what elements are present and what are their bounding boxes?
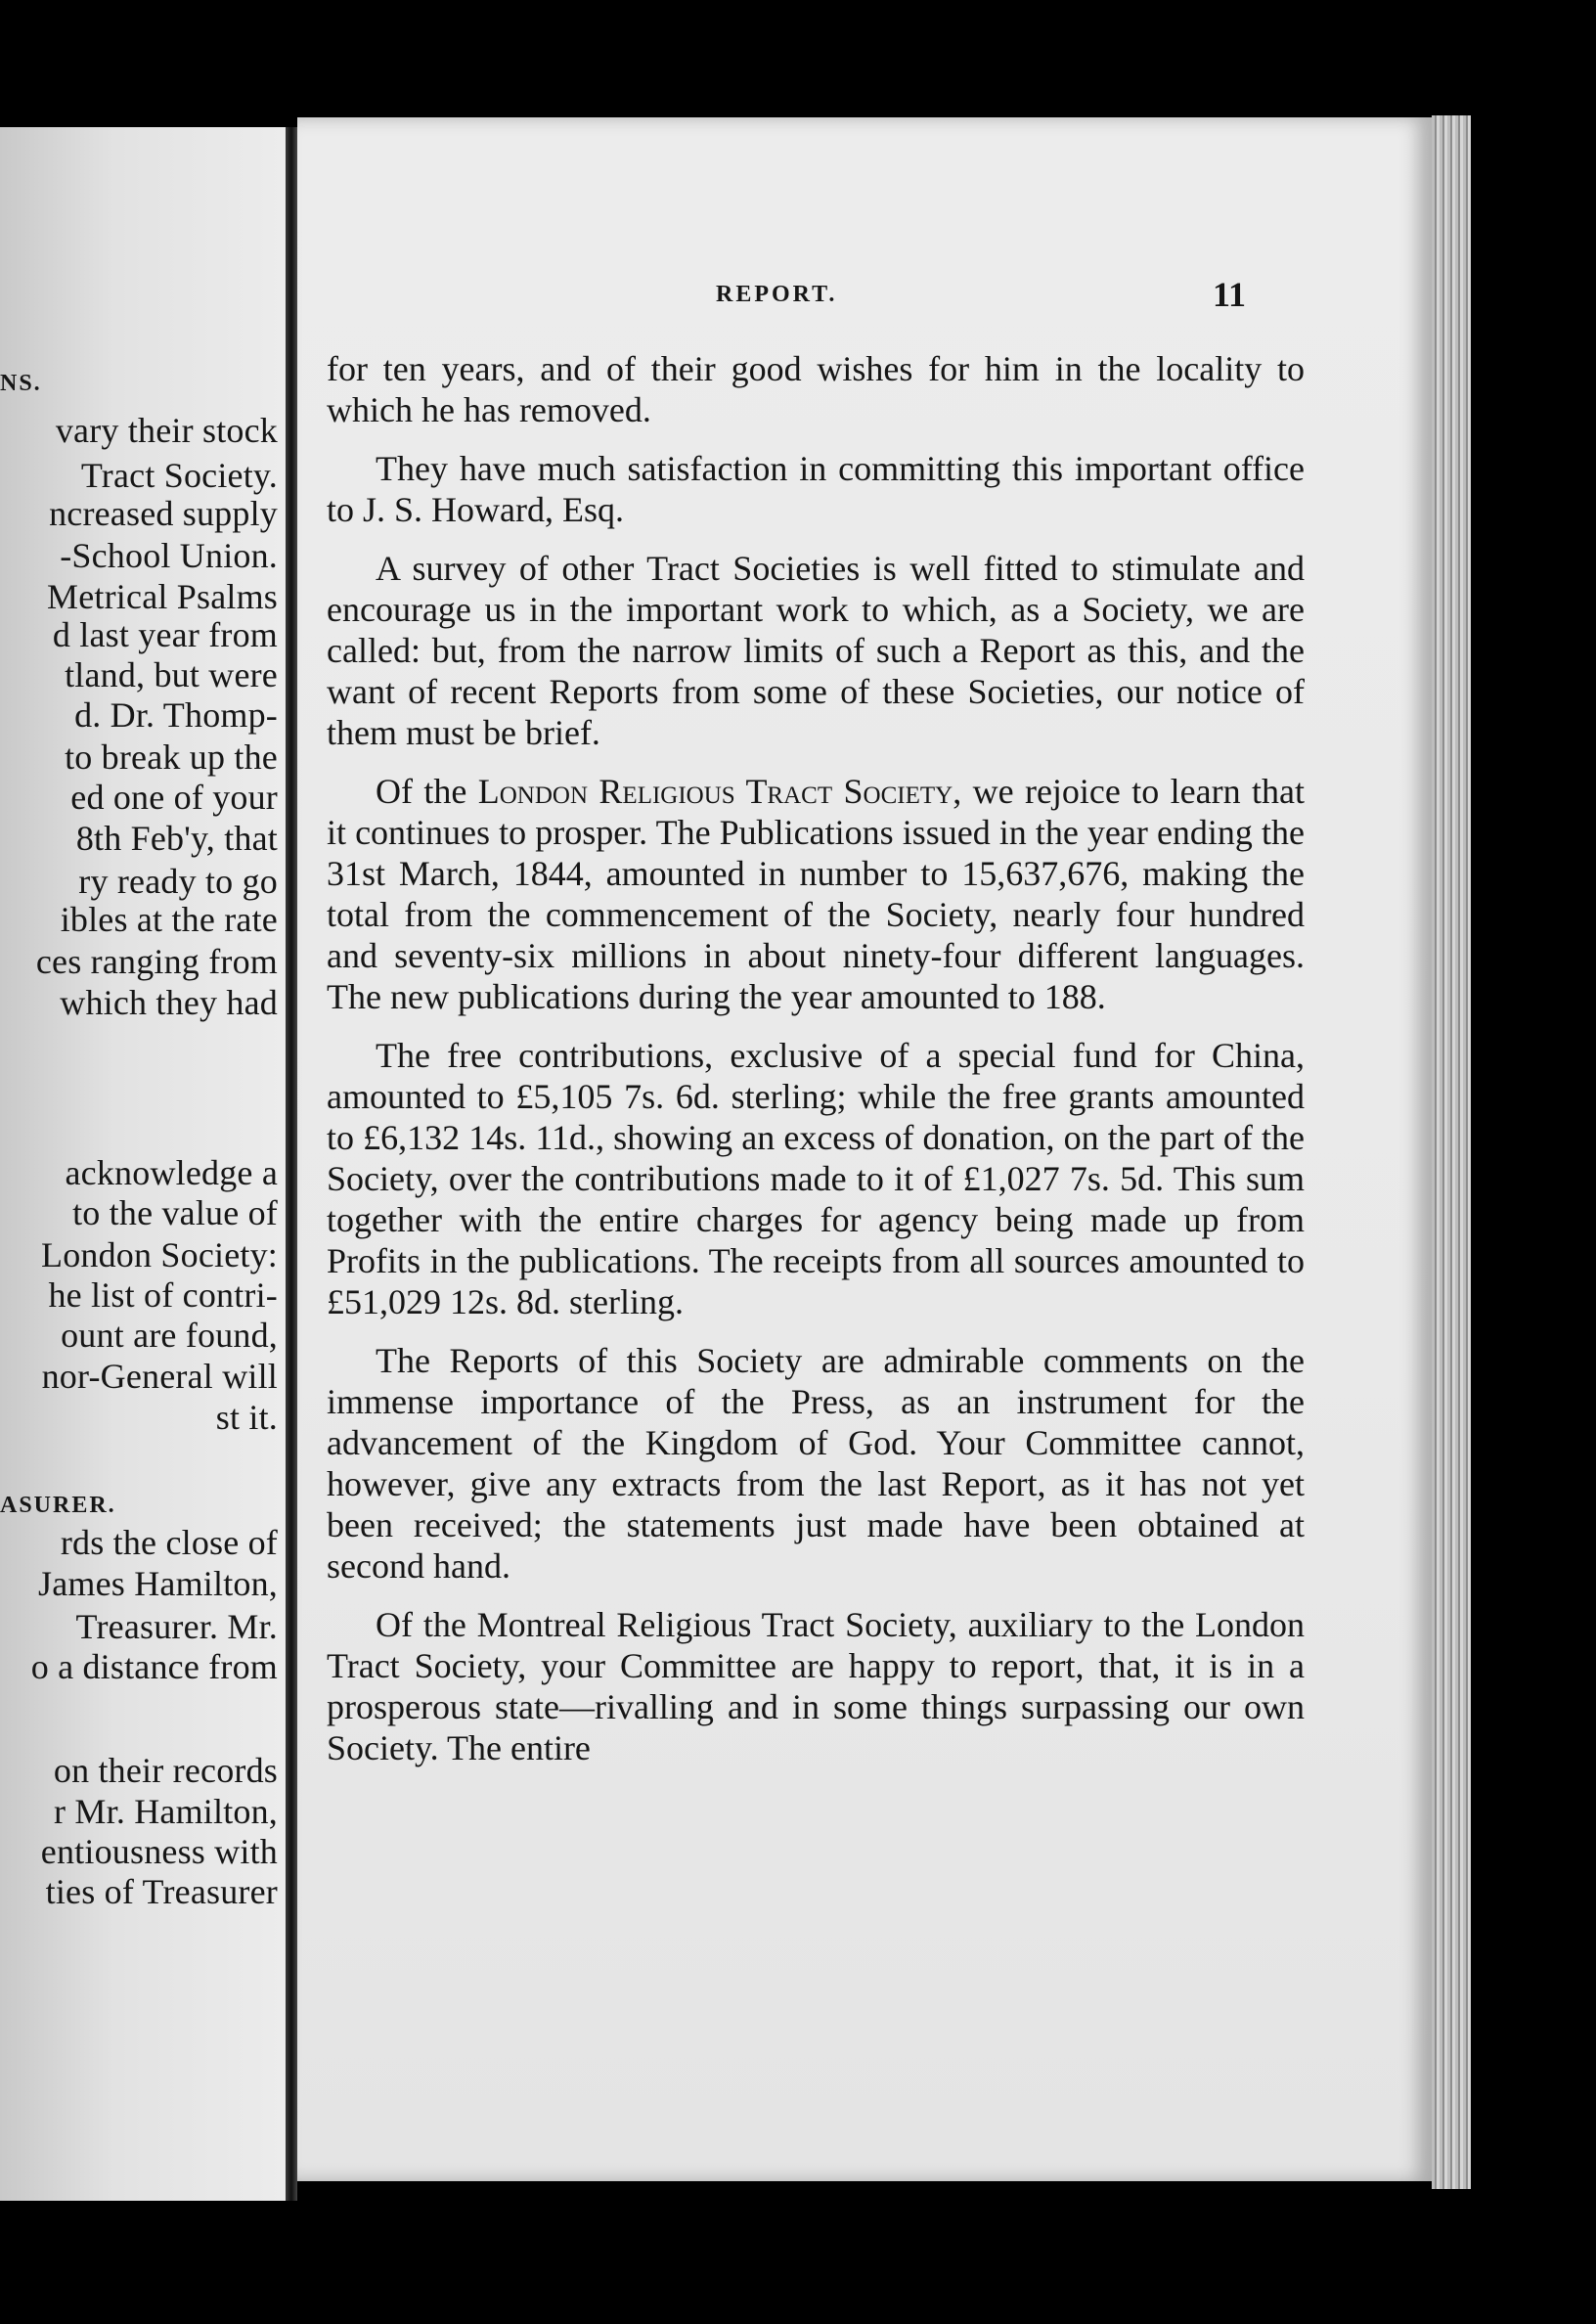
- left-page-line: st it.: [215, 1398, 278, 1438]
- left-page-line: d last year from: [52, 615, 278, 655]
- paragraph-london-society: [327, 771, 1305, 1017]
- left-page-line: he list of contri-: [48, 1274, 278, 1315]
- left-page-line: London Society:: [41, 1234, 278, 1274]
- paragraph-contributions: The free contributions, exclusive of a special fund for China, amounted to £5,105 7s. 6d. sterling; while the free grants amounted to £6,132 14s. 11d., showing an excess of donation, on the part of the Society, over the contributions made to it of £1,027 7s. 5d. This sum together with the entire charges for agency being made up from Profits in the publications. The receipts from all sources amounted to £51,029 12s. 8d. sterling.: [327, 1036, 1305, 1321]
- book-gutter: [286, 127, 297, 2201]
- left-page-line: ry ready to go: [78, 861, 278, 901]
- paragraph-treasurer: They have much satisfaction in committing this important office to J. S. Howard, Esq.: [327, 449, 1305, 529]
- left-page-line: Treasurer. Mr.: [75, 1606, 278, 1646]
- left-page-line: 8th Feb'y, that: [75, 818, 278, 858]
- page-number: 11: [1213, 275, 1247, 314]
- left-page-line: ncreased supply: [49, 494, 278, 534]
- left-page-line: ed one of your: [70, 777, 278, 817]
- left-page-line: rds the close of: [60, 1522, 278, 1562]
- london-rest: , we rejoice to learn that it continues to prosper. The Publications issued in the year ending the 31st March, 1844, amounted in number to 15,637,676, making the total from the commencement of the Society, nearly four hundred and seventy-six millions in about ninety-four different languages. The new publications during the year amounted to 188.: [327, 772, 1306, 1016]
- left-page-line: o a distance from: [30, 1646, 278, 1686]
- left-page-line: acknowledge a: [65, 1153, 278, 1193]
- right-page: [297, 117, 1432, 2181]
- left-page-line: vary their stock: [55, 411, 278, 451]
- london-lead: Of the: [376, 772, 478, 811]
- society-name: London Religious Tract Society: [477, 772, 953, 811]
- left-page-line: on their records: [53, 1750, 278, 1790]
- left-page-line: ties of Treasurer: [45, 1872, 278, 1912]
- left-page-line: Metrical Psalms: [47, 577, 278, 617]
- left-page-line: d. Dr. Thomp-: [74, 695, 278, 736]
- left-page-line: ibles at the rate: [60, 900, 278, 940]
- page-edges: [1432, 115, 1471, 2189]
- paragraph-montreal: Of the Montreal Religious Tract Society, auxiliary to the London Tract Society, your Committee are happy to report, that, it is in a prosperous state—rivalling and in some things surpassing our own Society. The entire: [327, 1605, 1305, 1767]
- running-head: [297, 275, 1432, 321]
- left-page: [0, 127, 286, 2201]
- left-page-line: nor-General will: [41, 1356, 278, 1396]
- left-page-line: r Mr. Hamilton,: [54, 1792, 278, 1832]
- left-page-line: James Hamilton,: [38, 1564, 278, 1604]
- paragraph-continuation: for ten years, and of their good wishes for him in the locality to which he has removed.: [327, 349, 1305, 429]
- left-page-line: Tract Society.: [80, 455, 278, 495]
- left-page-line: which they had: [60, 983, 278, 1023]
- body-text: [327, 348, 1305, 1786]
- left-page-line: NS.: [0, 370, 42, 396]
- left-page-line: -School Union.: [60, 535, 278, 575]
- running-title: REPORT.: [716, 282, 838, 307]
- paragraph-survey: A survey of other Tract Societies is well fitted to stimulate and encourage us in the important work to which, as a Society, we are called: but, from the narrow limits of such a Report as this, and the want of recent Reports from some of these Societies, our notice of them must be brief.: [327, 549, 1305, 752]
- left-page-line: tland, but were: [65, 655, 278, 695]
- left-page-line: to break up the: [65, 737, 278, 777]
- paragraph-reports: The Reports of this Society are admirable comments on the immense importance of the Press, as an instrument for the advancement of the Kingdom of God. Your Committee cannot, however, give any extracts from the last Report, as it has not yet been received; the statements just made have been obtained at second hand.: [327, 1341, 1305, 1586]
- left-page-line: to the value of: [72, 1193, 278, 1233]
- left-page-line: ces ranging from: [35, 941, 278, 981]
- left-page-line: entiousness with: [40, 1832, 278, 1872]
- left-page-line: ASURER.: [0, 1492, 116, 1518]
- left-page-line: ount are found,: [61, 1315, 278, 1355]
